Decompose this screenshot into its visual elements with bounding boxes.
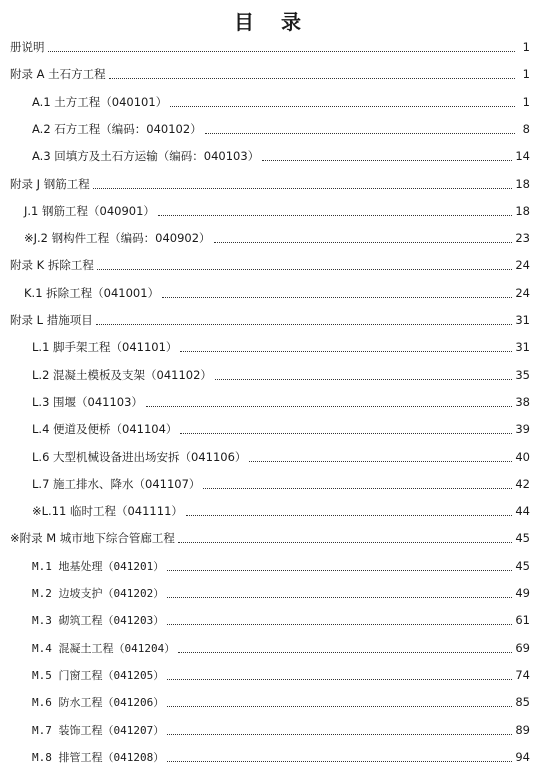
dot-leader <box>178 651 512 653</box>
toc-entry[interactable] <box>32 609 530 631</box>
dot-leader <box>180 350 512 352</box>
dot-leader <box>205 132 515 134</box>
toc-entry-page-number: 85 <box>515 695 530 710</box>
dot-leader <box>146 405 512 407</box>
dot-leader <box>167 623 512 625</box>
toc-entry[interactable] <box>32 391 530 413</box>
toc-entry[interactable] <box>32 336 530 358</box>
toc-entry-label: M.2 边坡支护（041202） <box>32 587 165 600</box>
toc-entry-label: M.8 排管工程（041208） <box>32 750 165 764</box>
toc-entry[interactable] <box>32 582 530 604</box>
dot-leader <box>167 678 512 680</box>
toc-entry[interactable] <box>32 418 530 440</box>
dot-leader <box>167 733 512 735</box>
toc-entry-label: L.4 便道及便桥（041104） <box>32 422 178 437</box>
toc-entry-label: L.7 施工排水、降水（041107） <box>32 476 201 491</box>
dot-leader <box>167 705 512 707</box>
toc-entry-page-number: 42 <box>515 476 530 491</box>
toc-entry[interactable] <box>24 227 530 249</box>
toc-entry-label: 册说明 <box>10 40 45 54</box>
toc-entry[interactable] <box>24 282 530 304</box>
toc-entry[interactable] <box>32 637 530 659</box>
toc-entry-page-number: 69 <box>515 640 530 655</box>
toc-entry-label: L.1 脚手架工程（041101） <box>32 340 178 355</box>
toc-entry[interactable] <box>32 446 530 468</box>
toc-entry-page-number: 44 <box>515 504 530 519</box>
dot-leader <box>109 77 515 79</box>
toc-entry-label: A.3 回填方及土石方运输（编码：040103） <box>32 149 260 164</box>
toc-entry-page-number: 89 <box>515 722 530 737</box>
toc-entry-page-number: 1 <box>522 40 530 54</box>
toc-entry-page-number: 38 <box>515 394 530 409</box>
page-title: 目 录 <box>234 10 311 34</box>
toc-entry-page-number: 45 <box>515 558 530 573</box>
toc-entry-label: ※J.2 钢构件工程（编码：040902） <box>24 231 211 246</box>
toc-entry-page-number: 35 <box>515 367 530 382</box>
dot-leader <box>97 268 513 270</box>
toc-entry[interactable] <box>32 364 530 386</box>
dot-leader <box>249 460 512 462</box>
toc-entry[interactable] <box>32 500 530 522</box>
dot-leader <box>48 50 516 52</box>
toc-entry[interactable] <box>24 200 530 222</box>
toc-entry-page-number: 40 <box>515 449 530 464</box>
dot-leader <box>167 569 512 571</box>
toc-entry-page-number: 14 <box>515 149 530 164</box>
dot-leader <box>93 187 513 189</box>
toc-entry[interactable] <box>32 145 530 167</box>
toc-entry-label: M.6 防水工程（041206） <box>32 696 165 710</box>
dot-leader <box>162 296 512 298</box>
toc-entry[interactable] <box>10 173 530 195</box>
dot-leader <box>203 487 512 489</box>
toc-entry-label: 附录 L 措施项目 <box>10 313 93 327</box>
dot-leader <box>186 514 512 516</box>
toc-entry-page-number: 49 <box>515 586 530 600</box>
toc-entry-label: 附录 J 钢筋工程 <box>10 176 90 191</box>
toc-entry-label: ※附录 M 城市地下综合管廊工程 <box>10 531 175 546</box>
toc-entry-page-number: 24 <box>515 258 530 273</box>
toc-entry-page-number: 74 <box>515 667 530 682</box>
toc-entry-page-number: 61 <box>515 613 530 628</box>
dot-leader <box>167 760 512 762</box>
toc-entry-label: L.3 围堰（041103） <box>32 394 143 409</box>
dot-leader <box>158 214 512 216</box>
toc-entry-label: M.3 砌筑工程（041203） <box>32 614 165 628</box>
dot-leader <box>170 105 515 107</box>
toc-entry[interactable] <box>10 309 530 331</box>
toc-entry-label: M.4 混凝土工程（041204） <box>32 641 176 655</box>
dot-leader <box>215 378 512 380</box>
toc-entry-page-number: 24 <box>515 285 530 300</box>
toc-entry[interactable] <box>32 118 530 140</box>
toc-entry-page-number: 45 <box>515 531 530 546</box>
toc-entry-label: M.7 装饰工程（041207） <box>32 723 165 737</box>
toc-entry[interactable] <box>32 473 530 495</box>
toc-entry-page-number: 18 <box>515 176 530 191</box>
toc-entry-page-number: 23 <box>515 231 530 246</box>
toc-entry[interactable] <box>10 254 530 276</box>
toc-entry-label: M.1 地基处理（041201） <box>32 559 165 573</box>
toc-entry-label: A.1 土方工程（040101） <box>32 94 168 109</box>
dot-leader <box>214 241 513 243</box>
toc-entry[interactable] <box>32 664 530 686</box>
toc-entry-page-number: 1 <box>522 67 530 82</box>
toc-entry-page-number: 18 <box>515 203 530 218</box>
toc-entry[interactable] <box>32 91 530 113</box>
toc-entry-page-number: 31 <box>515 313 530 327</box>
toc-entry[interactable] <box>10 527 530 549</box>
toc-entry-page-number: 8 <box>522 121 530 136</box>
toc-entry-label: ※L.11 临时工程（041111） <box>32 504 183 519</box>
toc-entry[interactable] <box>32 719 530 741</box>
toc-entry-page-number: 1 <box>522 94 530 109</box>
toc-entry-label: J.1 钢筋工程（040901） <box>24 203 155 218</box>
toc-entry[interactable] <box>10 63 530 85</box>
dot-leader <box>180 432 512 434</box>
toc-entry-label: 附录 A 土石方工程 <box>10 67 106 82</box>
toc-entry-label: K.1 拆除工程（041001） <box>24 285 160 300</box>
toc-entry[interactable] <box>32 691 530 713</box>
toc-entry-label: L.6 大型机械设备进出场安拆（041106） <box>32 449 247 464</box>
toc-entry-page-number: 31 <box>515 340 530 355</box>
toc-entry[interactable] <box>10 36 530 58</box>
toc-entry[interactable] <box>32 746 530 768</box>
dot-leader <box>262 159 512 161</box>
dot-leader <box>178 541 512 543</box>
toc-entry-page-number: 39 <box>515 422 530 437</box>
toc-entry-label: 附录 K 拆除工程 <box>10 258 94 273</box>
dot-leader <box>96 323 513 325</box>
toc-entry-page-number: 94 <box>515 749 530 764</box>
toc-entry[interactable] <box>32 555 530 577</box>
dot-leader <box>167 596 512 598</box>
toc-entry-label: M.5 门窗工程（041205） <box>32 668 165 682</box>
toc-entry-label: A.2 石方工程（编码：040102） <box>32 121 202 136</box>
toc-entry-label: L.2 混凝土模板及支架（041102） <box>32 367 212 382</box>
